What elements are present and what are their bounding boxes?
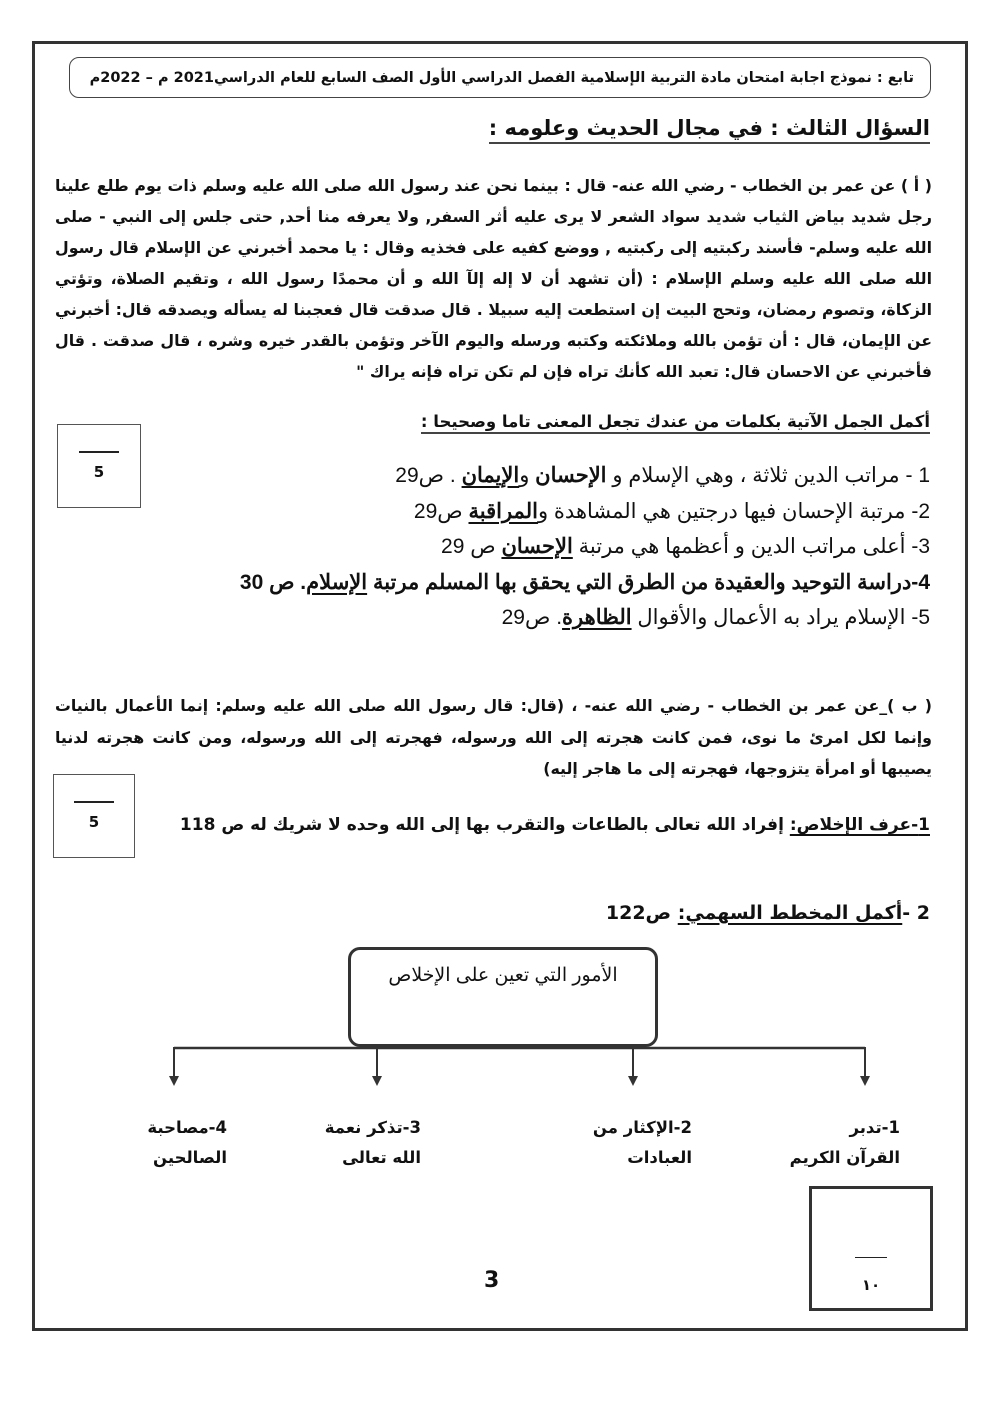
answer-text: 1 - مراتب الدين ثلاثة ، وهي الإسلام و: [606, 464, 930, 487]
answer-page-ref: ص 29: [441, 535, 502, 558]
leaf-line: الصالحين: [153, 1148, 227, 1167]
answer-key: الظاهرة: [562, 606, 632, 629]
answer-text: 2- مرتبة الإحسان فيها درجتين هي المشاهدة و: [537, 499, 930, 523]
score-max: ١٠: [861, 1276, 881, 1294]
leaf-line: 3-تذكر نعمة: [324, 1118, 421, 1137]
arrow-down-icon: [169, 1076, 179, 1086]
hadith-part-a: ( أ ) عن عمر بن الخطاب - رضي الله عنه- قال : بينما نحن عند رسول الله صلى الله عليه وسلم ذات يوم طلع علينا رجل شديد بياض الثياب شديد سواد الشعر لا يرى عليه أثر السفر, ولا يعرفه منا أحد, حتى جلس إلى النبي - صلى الله عليه وسلم- فأسند ركبتيه إلى ركبتيه , ووضع كفيه على فخذيه وقال : يا محمد أخبرني عن الإسلام قال رسول الله صلى الله عليه وسلم الإسلام : (أن تشهد أن لا إله إلآ الله و أن محمدًا رسول الله ، وتقيم الصلاة، وتؤتي الزكاة، وتصوم رمضان، وتحج البيت إن استطعت إليه سبيلا . قال صدقت قال فعجبنا له يسأله ويصدقه قال: أخبرني عن الإيمان، قال : أن تؤمن بالله وملائكته وكتبه ورسله واليوم الآخر وتؤمن بالقدر خيره وشره ، قال صدقت . قال فأخبرني عن الاحسان قال: تعبد الله كأنك تراه فإن لم تكن تراه فإنه يراك ": [55, 176, 932, 381]
diagram-root-label: الأمور التي تعين على الإخلاص: [388, 965, 618, 986]
score-max: 5: [88, 813, 100, 831]
score-box-total: [809, 1186, 933, 1311]
score-max: 5: [93, 463, 105, 481]
leaf-line: القرآن الكريم: [789, 1148, 900, 1167]
answer-page-ref: . ص29: [501, 606, 563, 629]
answer-bold-term: الإحسان: [535, 464, 607, 487]
completion-instruction: أكمل الجمل الآتية بكلمات من عندك تجعل المعنى تاما وصحيحا :: [421, 412, 930, 434]
diagram-leaf-1: [790, 1113, 900, 1173]
diagram-leaf-4: [147, 1113, 227, 1173]
leaf-line: العبادات: [627, 1148, 692, 1167]
instruction-page-ref: ص122: [605, 902, 678, 924]
question-title: السؤال الثالث : في مجال الحديث وعلومه :: [489, 116, 930, 144]
hadith-part-b: ( ب )_عن عمر بن الخطاب - رضي الله عنه- ، (قال: قال رسول الله صلى الله عليه وسلم: إنما الأعمال بالنيات وإنما لكل امرئ ما نوى، فمن كانت هجرته إلى الله ورسوله، فهجرته إلى الله ورسوله، ومن كانت هجرته لدنيا يصيبها أو امرأة يتزوجها، فهجرته إلى ما هاجر إليه): [55, 696, 932, 778]
answer-page-ref: . ص29: [395, 464, 462, 487]
diagram-leaf-3: [325, 1113, 421, 1173]
arrow-down-icon: [860, 1076, 870, 1086]
answer-key: الإيمان: [461, 464, 520, 487]
answer-text: 4-دراسة التوحيد والعقيدة من الطرق التي يحقق بها المسلم مرتبة: [367, 570, 930, 594]
header-title: تابع : نموذج اجابة امتحان مادة التربية الإسلامية الفصل الدراسي الأول الصف السابع للعام الدراسي2021 م – 2022م: [89, 69, 914, 86]
diagram-leaf-2: [593, 1113, 692, 1173]
instruction-number: 2 -: [902, 902, 930, 924]
answer-key: الإحسان: [501, 535, 573, 558]
arrow-down-icon: [628, 1076, 638, 1086]
definition-answer: إفراد الله تعالى بالطاعات والتقرب بها إلى الله وحده لا شريك له ص 118: [179, 815, 790, 835]
answer-key: الإسلام: [306, 570, 368, 594]
definition-label: 1-عرف الإخلاص:: [789, 815, 930, 835]
instruction-label: أكمل المخطط السهمي:: [677, 902, 903, 924]
arrow-down-icon: [372, 1076, 382, 1086]
answer-connector: و: [519, 464, 536, 487]
answer-text: 3- أعلى مراتب الدين و أعظمها هي مرتبة: [572, 535, 930, 558]
leaf-line: 2-الإكثار من: [592, 1118, 692, 1137]
answer-page-ref: ص29: [413, 499, 469, 523]
score-blank-line: [855, 1257, 887, 1259]
answer-page-ref: . ص 30: [239, 570, 307, 594]
leaf-line: 4-مصاحبة: [147, 1118, 227, 1137]
answer-key: المراقبة: [468, 499, 538, 523]
page-number: 3: [484, 1268, 500, 1293]
answer-text: 5- الإسلام يراد به الأعمال والأقوال: [631, 606, 930, 629]
leaf-line: 1-تدبر: [849, 1118, 900, 1137]
leaf-line: الله تعالى: [342, 1148, 421, 1167]
